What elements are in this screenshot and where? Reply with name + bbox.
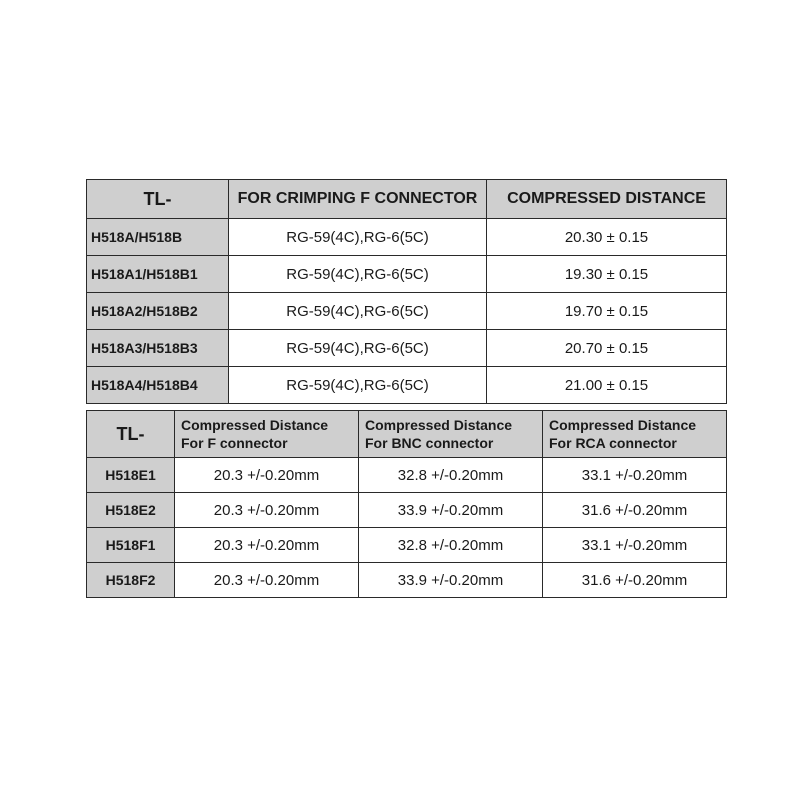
header-line: For BNC connector (365, 435, 494, 451)
table-row (87, 493, 727, 528)
distance-cell: 19.30 ± 0.15 (487, 256, 727, 293)
f-distance-cell: 20.3 +/-0.20mm (175, 528, 359, 563)
cable-cell: RG-59(4C),RG-6(5C) (229, 219, 487, 256)
distance-cell: 20.30 ± 0.15 (487, 219, 727, 256)
compressed-distance-table (86, 410, 727, 598)
header-tl: TL- (87, 180, 229, 219)
f-distance-cell: 20.3 +/-0.20mm (175, 563, 359, 598)
model-cell: H518E2 (87, 493, 175, 528)
model-cell: H518A3/H518B3 (87, 330, 229, 367)
table-row (87, 528, 727, 563)
table-header-row (87, 180, 727, 219)
bnc-distance-cell: 32.8 +/-0.20mm (359, 528, 543, 563)
distance-cell: 21.00 ± 0.15 (487, 367, 727, 404)
model-cell: H518E1 (87, 458, 175, 493)
model-cell: H518F2 (87, 563, 175, 598)
rca-distance-cell: 33.1 +/-0.20mm (543, 458, 727, 493)
bnc-distance-cell: 32.8 +/-0.20mm (359, 458, 543, 493)
model-cell: H518F1 (87, 528, 175, 563)
model-cell: H518A/H518B (87, 219, 229, 256)
table-row (87, 219, 727, 256)
cable-cell: RG-59(4C),RG-6(5C) (229, 367, 487, 404)
table-row (87, 458, 727, 493)
table-row (87, 367, 727, 404)
rca-distance-cell: 33.1 +/-0.20mm (543, 528, 727, 563)
bnc-distance-cell: 33.9 +/-0.20mm (359, 493, 543, 528)
header-tl: TL- (87, 411, 175, 458)
model-cell: H518A1/H518B1 (87, 256, 229, 293)
cable-cell: RG-59(4C),RG-6(5C) (229, 293, 487, 330)
header-bnc-connector (359, 411, 543, 458)
model-cell: H518A4/H518B4 (87, 367, 229, 404)
crimping-f-connector-table (86, 179, 727, 404)
table-row (87, 293, 727, 330)
rca-distance-cell: 31.6 +/-0.20mm (543, 493, 727, 528)
bnc-distance-cell: 33.9 +/-0.20mm (359, 563, 543, 598)
distance-cell: 19.70 ± 0.15 (487, 293, 727, 330)
header-line: Compressed Distance (549, 417, 697, 433)
model-cell: H518A2/H518B2 (87, 293, 229, 330)
header-compressed-distance: COMPRESSED DISTANCE (487, 180, 727, 219)
f-distance-cell: 20.3 +/-0.20mm (175, 458, 359, 493)
cable-cell: RG-59(4C),RG-6(5C) (229, 256, 487, 293)
cable-cell: RG-59(4C),RG-6(5C) (229, 330, 487, 367)
header-line: For F connector (181, 435, 288, 451)
table-header-row (87, 411, 727, 458)
header-line: Compressed Distance (181, 417, 329, 433)
header-rca-connector (543, 411, 727, 458)
header-f-connector (175, 411, 359, 458)
header-crimping: FOR CRIMPING F CONNECTOR (229, 180, 487, 219)
table-row (87, 563, 727, 598)
rca-distance-cell: 31.6 +/-0.20mm (543, 563, 727, 598)
header-line: For RCA connector (549, 435, 677, 451)
f-distance-cell: 20.3 +/-0.20mm (175, 493, 359, 528)
table-row (87, 256, 727, 293)
distance-cell: 20.70 ± 0.15 (487, 330, 727, 367)
table-row (87, 330, 727, 367)
header-line: Compressed Distance (365, 417, 513, 433)
